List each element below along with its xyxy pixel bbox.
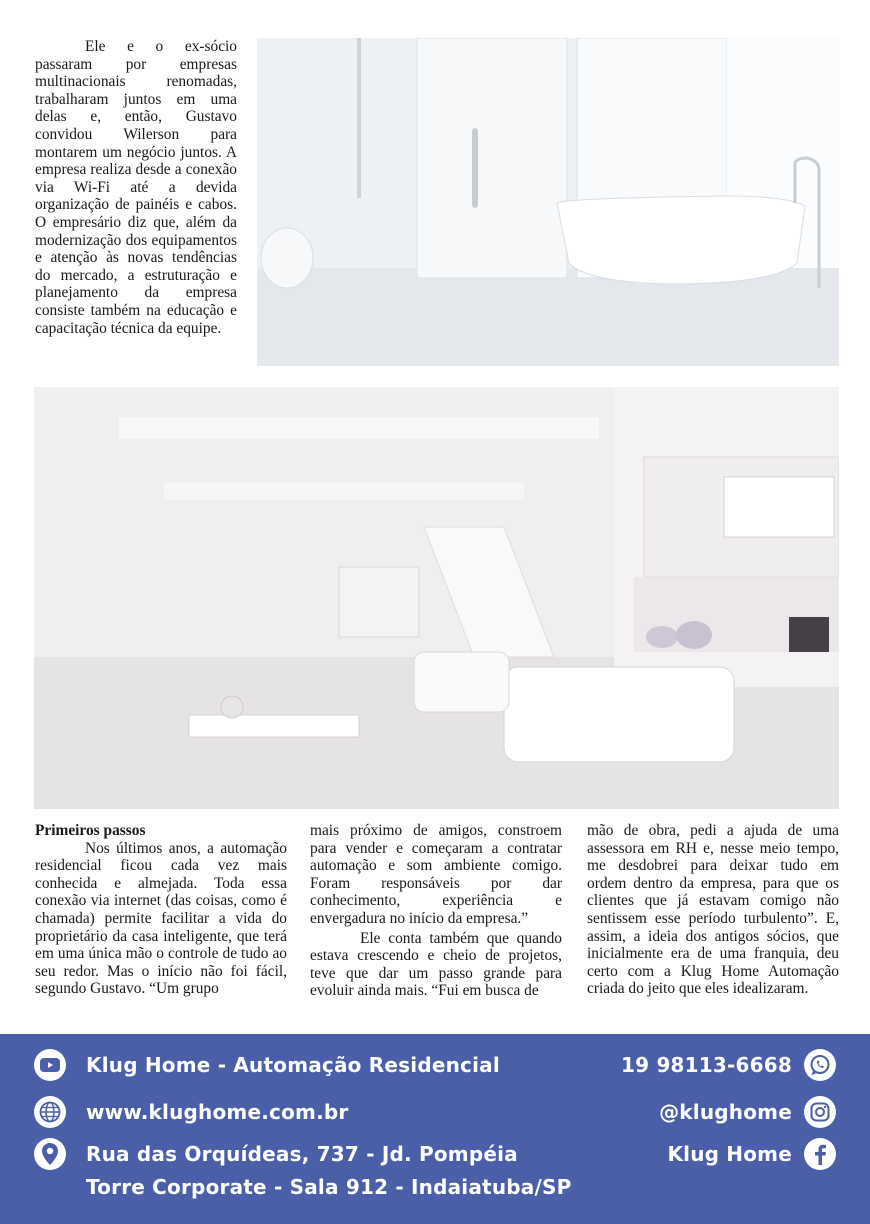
globe-icon — [34, 1096, 66, 1128]
contact-footer — [0, 1034, 870, 1224]
living-room-photo — [34, 387, 839, 809]
instagram-icon — [804, 1096, 836, 1128]
whatsapp-row[interactable] — [621, 1049, 836, 1081]
instagram-handle[interactable]: @klughome — [659, 1100, 792, 1124]
youtube-row[interactable] — [34, 1049, 500, 1081]
address-line-2: Torre Corporate - Sala 912 - Indaiatuba/SP — [86, 1175, 572, 1199]
instagram-row[interactable] — [659, 1096, 836, 1128]
whatsapp-number[interactable]: 19 98113-6668 — [621, 1053, 792, 1077]
column-2-paragraph-1: mais próximo de amigos, constroem para vender e começaram a contratar automação e som ambiente comigo. Foram responsáveis por dar conhecimento, experiência e envergadura no início da empresa.” — [310, 822, 562, 927]
article-column-1 — [35, 822, 287, 998]
section-heading: Primeiros passos — [35, 822, 146, 839]
facebook-row[interactable] — [667, 1138, 836, 1170]
column-2-paragraph-2: Ele conta também que quando estava crescendo e cheio de projetos, teve que dar um passo grande para evoluir ainda mais. “Fui em busca de — [310, 929, 562, 1000]
column-1-paragraph: Nos últimos anos, a automação residencial ficou cada vez mais conhecida e almejada. Toda essa conexão via internet (das coisas, como é chamada) permite facilitar a vida do proprietário da casa inteligente, que terá em uma única mão o controle de tudo ao seu redor. Mas o início não foi fácil, segundo Gustavo. “Um grupo — [35, 839, 287, 998]
intro-paragraph — [35, 38, 237, 337]
intro-text: Ele e o ex-sócio passaram por empresas multinacionais renomadas, trabalharam juntos em uma delas e, então, Gustavo convidou Wilerson para montarem um negócio juntos. A empresa realiza desde a conexão via Wi-Fi até a devida organização de painéis e cabos. O empresário diz que, além da modernização dos equipamentos e atenção às novas tendências do mercado, a estruturação e planejamento da empresa consiste também na educação e capacitação técnica da equipe. — [35, 38, 237, 337]
youtube-icon — [34, 1049, 66, 1081]
whatsapp-icon — [804, 1049, 836, 1081]
facebook-page[interactable]: Klug Home — [667, 1142, 792, 1166]
website-row[interactable] — [34, 1096, 348, 1128]
website-link[interactable]: www.klughome.com.br — [86, 1100, 349, 1124]
facebook-icon — [804, 1138, 836, 1170]
youtube-channel-label: Klug Home - Automação Residencial — [86, 1053, 500, 1077]
article-column-3 — [587, 822, 839, 998]
column-3-paragraph: mão de obra, pedi a ajuda de uma assessora em RH e, nesse meio tempo, me desdobrei para deixar tudo em ordem dentro da empresa, para que os clientes que já estavam comigo não sentissem esse período turbulento”. E, assim, a ideia dos antigos sócios, que inicialmente era de uma franquia, deu certo com a Klug Home Automação criada do jeito que eles idealizaram. — [587, 822, 839, 998]
bathroom-photo — [257, 38, 839, 366]
article-column-2 — [310, 822, 562, 1000]
address-row — [34, 1138, 571, 1204]
address-line-1: Rua das Orquídeas, 737 - Jd. Pompéia — [86, 1142, 518, 1166]
location-pin-icon — [34, 1138, 66, 1170]
